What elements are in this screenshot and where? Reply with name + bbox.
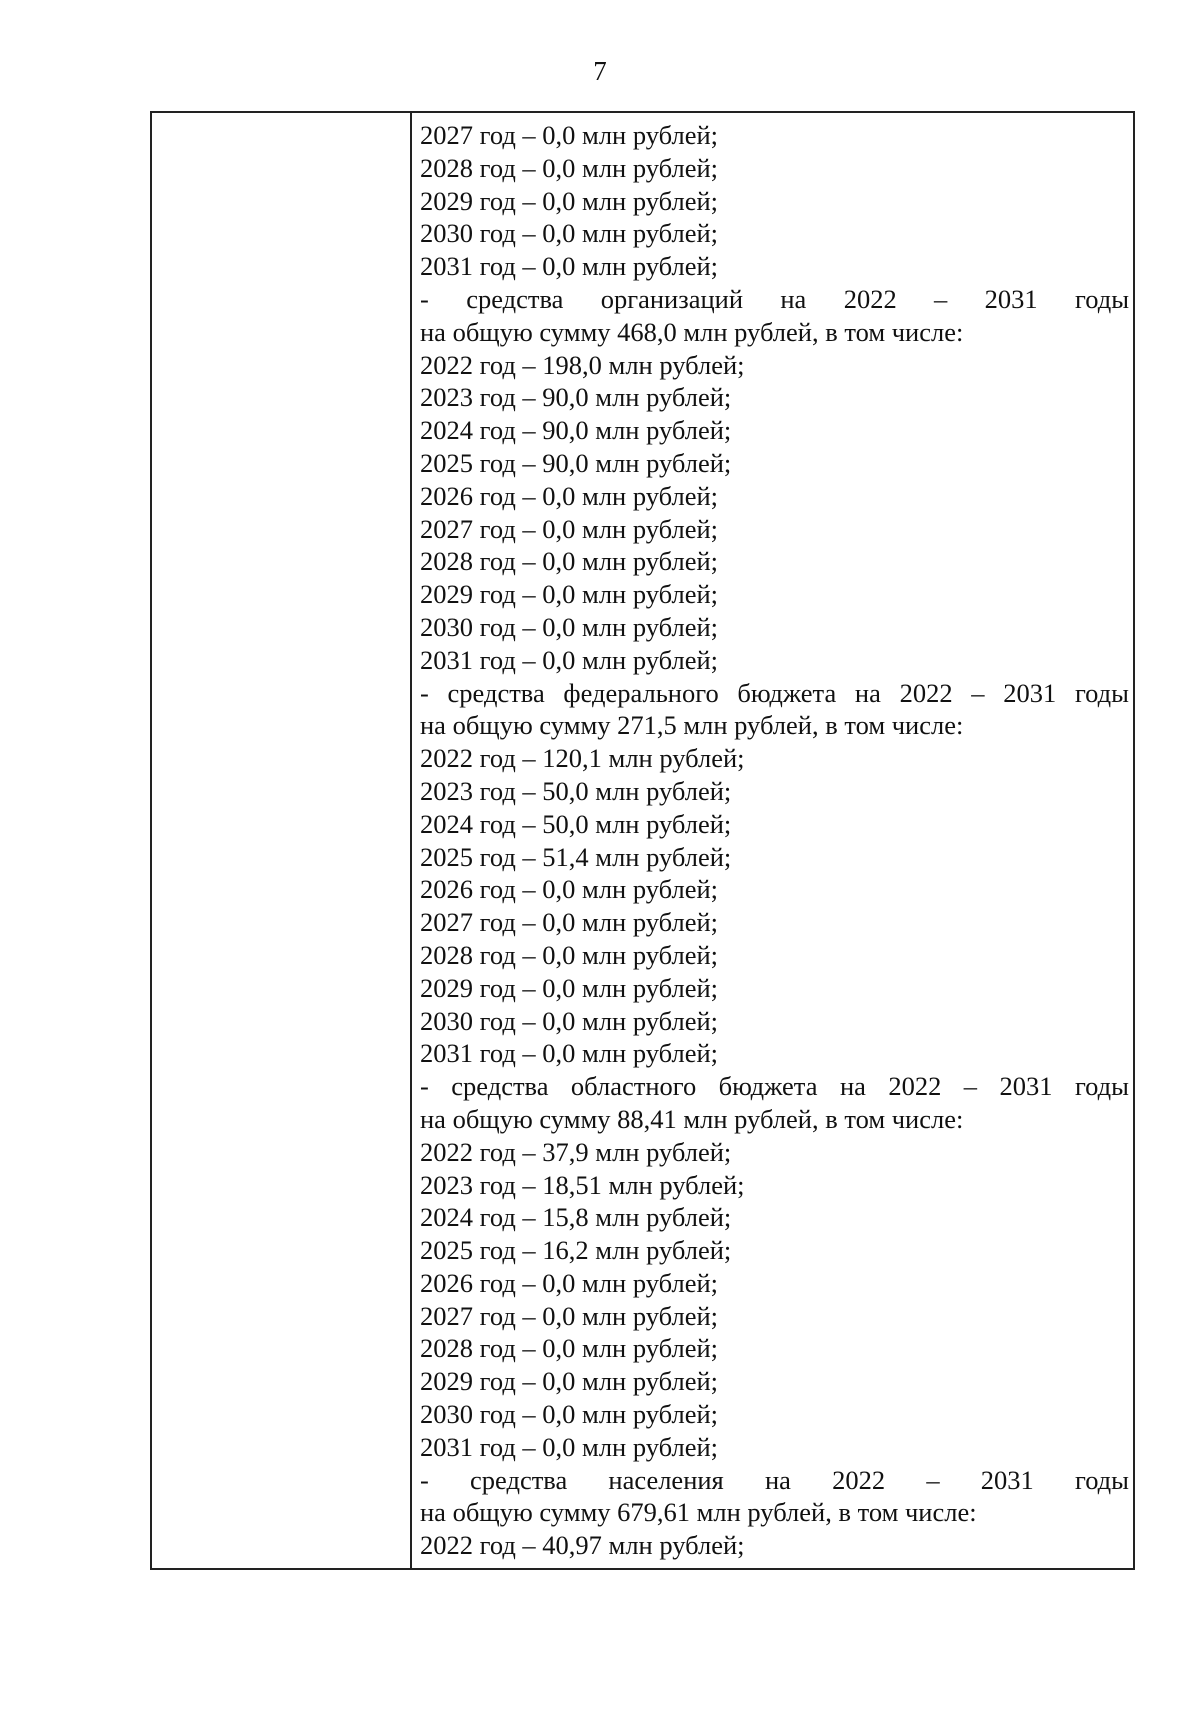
funding-line: 2023 год – 90,0 млн рублей; bbox=[420, 382, 732, 413]
funding-line: 2031 год – 0,0 млн рублей; bbox=[420, 251, 719, 282]
funding-line: на общую сумму 88,41 млн рублей, в том числе: bbox=[420, 1103, 964, 1134]
funding-line: 2026 год – 0,0 млн рублей; bbox=[420, 874, 719, 905]
funding-line: 2024 год – 90,0 млн рублей; bbox=[420, 415, 732, 446]
funding-line: на общую сумму 679,61 млн рублей, в том числе: bbox=[420, 1497, 977, 1528]
heading-word: средства bbox=[451, 1071, 549, 1102]
funding-line: 2028 год – 0,0 млн рублей; bbox=[420, 546, 719, 577]
funding-line: 2023 год – 18,51 млн рублей; bbox=[420, 1169, 745, 1200]
funding-line: 2026 год – 0,0 млн рублей; bbox=[420, 480, 719, 511]
funding-line: 2022 год – 120,1 млн рублей; bbox=[420, 743, 745, 774]
heading-word: годы bbox=[1075, 283, 1129, 314]
page-number: 7 bbox=[593, 56, 607, 86]
funding-line: 2027 год – 0,0 млн рублей; bbox=[420, 1300, 719, 1331]
funding-line: 2025 год – 16,2 млн рублей; bbox=[420, 1235, 732, 1266]
funding-line: на общую сумму 468,0 млн рублей, в том числе: bbox=[420, 316, 964, 347]
heading-word: 2031 bbox=[999, 1071, 1053, 1102]
funding-line: 2027 год – 0,0 млн рублей; bbox=[420, 120, 719, 150]
heading-word: - bbox=[420, 283, 429, 314]
funding-line: 2022 год – 40,97 млн рублей; bbox=[420, 1530, 745, 1561]
heading-word: 2031 bbox=[984, 283, 1038, 314]
funding-line: 2022 год – 37,9 млн рублей; bbox=[420, 1136, 732, 1167]
funding-line: 2029 год – 0,0 млн рублей; bbox=[420, 579, 719, 610]
funding-source-heading bbox=[420, 1464, 1129, 1497]
heading-word: федерального bbox=[563, 677, 719, 708]
heading-word: на bbox=[854, 677, 881, 708]
funding-line: 2023 год – 50,0 млн рублей; bbox=[420, 775, 732, 806]
funding-source-heading bbox=[420, 677, 1129, 710]
heading-word: 2031 bbox=[1003, 677, 1057, 708]
heading-word: – bbox=[971, 677, 985, 708]
funding-line: 2025 год – 51,4 млн рублей; bbox=[420, 841, 732, 872]
funding-line: 2029 год – 0,0 млн рублей; bbox=[420, 972, 719, 1003]
funding-line: 2025 год – 90,0 млн рублей; bbox=[420, 447, 732, 478]
heading-word: - bbox=[420, 1464, 429, 1495]
heading-word: годы bbox=[1074, 1464, 1129, 1495]
funding-source-heading bbox=[420, 283, 1129, 316]
funding-table bbox=[150, 111, 1135, 1570]
funding-line: 2031 год – 0,0 млн рублей; bbox=[420, 1038, 719, 1069]
funding-line: 2027 год – 0,0 млн рублей; bbox=[420, 513, 719, 544]
heading-word: бюджета bbox=[718, 1071, 818, 1102]
heading-word: бюджета bbox=[737, 677, 837, 708]
funding-line: 2028 год – 0,0 млн рублей; bbox=[420, 1333, 719, 1364]
heading-word: на bbox=[764, 1464, 791, 1495]
funding-line: 2027 год – 0,0 млн рублей; bbox=[420, 907, 719, 938]
funding-line: 2024 год – 50,0 млн рублей; bbox=[420, 808, 732, 839]
heading-word: - bbox=[420, 677, 429, 708]
funding-line: 2026 год – 0,0 млн рублей; bbox=[420, 1267, 719, 1298]
table-right-cell bbox=[420, 119, 1129, 1562]
heading-word: населения bbox=[608, 1464, 724, 1495]
heading-word: – bbox=[934, 283, 948, 314]
funding-line: 2030 год – 0,0 млн рублей; bbox=[420, 1399, 719, 1430]
heading-word: годы bbox=[1074, 677, 1129, 708]
funding-line: 2028 год – 0,0 млн рублей; bbox=[420, 939, 719, 970]
funding-line: 2022 год – 198,0 млн рублей; bbox=[420, 349, 745, 380]
funding-line: на общую сумму 271,5 млн рублей, в том числе: bbox=[420, 710, 964, 741]
funding-line: 2030 год – 0,0 млн рублей; bbox=[420, 611, 719, 642]
heading-word: 2022 bbox=[832, 1464, 886, 1495]
funding-line: 2030 год – 0,0 млн рублей; bbox=[420, 1005, 719, 1036]
heading-word: областного bbox=[570, 1071, 697, 1102]
heading-word: на bbox=[780, 283, 807, 314]
table-left-cell bbox=[152, 113, 412, 1568]
funding-line: 2031 год – 0,0 млн рублей; bbox=[420, 644, 719, 675]
heading-word: средства bbox=[470, 1464, 568, 1495]
heading-word: 2022 bbox=[899, 677, 953, 708]
heading-word: годы bbox=[1074, 1071, 1129, 1102]
heading-word: 2022 bbox=[843, 283, 897, 314]
heading-word: 2022 bbox=[888, 1071, 942, 1102]
heading-word: - bbox=[420, 1071, 429, 1102]
heading-word: средства bbox=[466, 283, 564, 314]
funding-line: 2024 год – 15,8 млн рублей; bbox=[420, 1202, 732, 1233]
funding-line: 2031 год – 0,0 млн рублей; bbox=[420, 1431, 719, 1462]
heading-word: средства bbox=[447, 677, 545, 708]
funding-line: 2028 год – 0,0 млн рублей; bbox=[420, 152, 719, 183]
heading-word: – bbox=[926, 1464, 940, 1495]
heading-word: на bbox=[839, 1071, 866, 1102]
funding-source-heading bbox=[420, 1070, 1129, 1103]
heading-word: – bbox=[963, 1071, 978, 1102]
heading-word: 2031 bbox=[980, 1464, 1034, 1495]
heading-word: организаций bbox=[600, 283, 744, 314]
funding-line: 2030 год – 0,0 млн рублей; bbox=[420, 218, 719, 249]
funding-line: 2029 год – 0,0 млн рублей; bbox=[420, 1366, 719, 1397]
funding-line: 2029 год – 0,0 млн рублей; bbox=[420, 185, 719, 216]
